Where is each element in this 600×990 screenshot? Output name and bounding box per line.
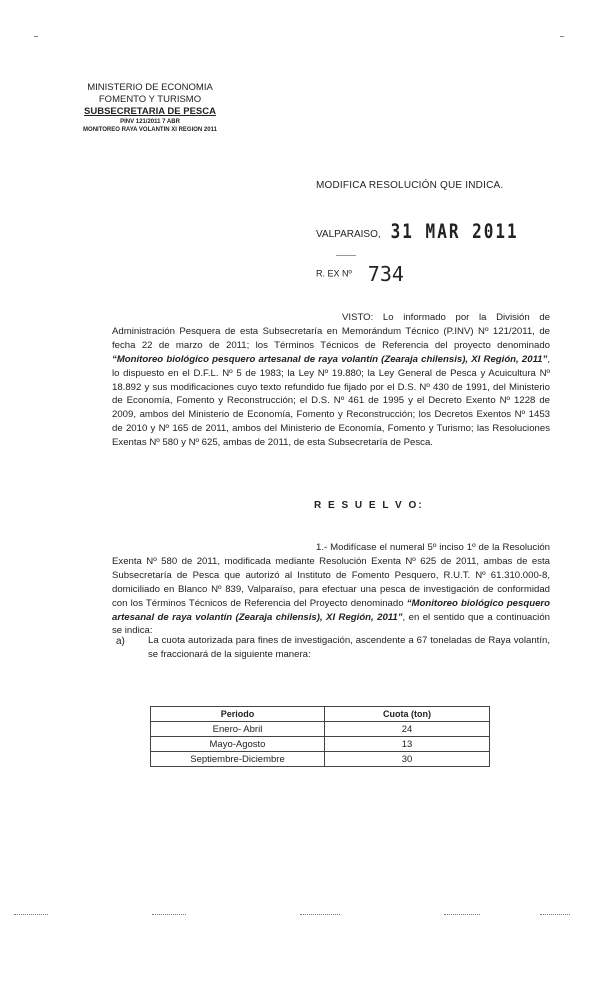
date-line bbox=[316, 222, 519, 241]
resolution-number bbox=[316, 262, 404, 286]
scan-mark bbox=[540, 914, 570, 915]
table-header-row bbox=[151, 707, 490, 722]
visto-lead: VISTO: bbox=[342, 312, 374, 323]
item-a-text: La cuota autorizada para fines de investigación, ascendente a 67 toneladas de Raya volantín, se fraccionará de la siguiente manera: bbox=[148, 635, 550, 660]
visto-text-2: , lo dispuesto en el D.F.L. Nº 5 de 1983; la Ley Nº 19.880; la Ley General de Pesca y Acuicultura Nº 18.892 y sus modificaciones cuyo texto refundido fue fijado por el D.S. Nº 430 de 1991, del Ministerio de Economía, Fomento y Reconstrucción; el D.S. Nº 461 de 1995 y el Decreto Exento Nº 1228 de 2009, ambos del Ministerio de Economía, Fomento y Reconstrucción; los Decretos Exentos Nº 1453 de 2010 y Nº 165 de 2011, ambos del Ministerio de Economía, Fomento y Turismo; las Resoluciones Exentas Nº 580 y Nº 625, ambas de 2011, de esta Subsecretaría de Pesca. bbox=[112, 353, 550, 449]
rex-label: R. EX Nº bbox=[316, 268, 352, 279]
visto-project-name: “Monitoreo biológico pesquero artesanal de raya volantín (Zearaja chilensis), XI Región, 2011” bbox=[112, 353, 548, 365]
table-row bbox=[151, 752, 490, 767]
table-header-periodo: Periodo bbox=[151, 707, 325, 722]
visto-paragraph bbox=[112, 311, 550, 450]
point-1-text-1: 1.- Modifícase el numeral 5º inciso 1º de la Resolución Exenta Nº 580 de 2011, modificada mediante Resolución Exenta Nº 625 de 2011, ambas de esta Subsecretaría de Pesca que autorizó al Instituto de Fomento Pesquero, R.U.T. Nº 61.310.000-8, domiciliado en Blanco Nº 839, Valparaíso, para efectuar una pesca de investigación de conformidad con los Términos Técnicos de Referencia del Proyecto denominado bbox=[112, 542, 550, 609]
point-1-paragraph bbox=[112, 541, 550, 638]
scan-mark bbox=[300, 914, 340, 915]
table-cell-quota: 24 bbox=[325, 722, 490, 737]
quota-table bbox=[150, 706, 490, 767]
letterhead-project-ref: MONITOREO RAYA VOLANTIN XI REGION 2011 bbox=[83, 127, 217, 133]
point-1-text-2: , en el sentido que a continuación se indica: bbox=[112, 611, 550, 637]
visto-text-1: Lo informado por la División de Administración Pesquera de esta Subsecretaría en Memorándum Técnico (P.INV) Nº 121/2011, de fecha 22 de marzo de 2011; los Términos Técnicos de Referencia del proyecto denominado bbox=[112, 312, 550, 351]
scan-mark bbox=[152, 914, 186, 915]
date-place: VALPARAISO, bbox=[316, 229, 381, 240]
table-cell-period: Mayo-Agosto bbox=[151, 737, 325, 752]
scan-mark bbox=[444, 914, 480, 915]
letterhead bbox=[60, 82, 240, 134]
table-cell-period: Septiembre-Diciembre bbox=[151, 752, 325, 767]
document-title: MODIFICA RESOLUCIÓN QUE INDICA. bbox=[316, 180, 504, 191]
table-header-cuota: Cuota (ton) bbox=[325, 707, 490, 722]
date-stamp: 31 MAR 2011 bbox=[390, 220, 519, 243]
letterhead-subsecretaria: SUBSECRETARIA DE PESCA bbox=[84, 106, 216, 117]
table-row bbox=[151, 722, 490, 737]
scan-dot bbox=[560, 36, 564, 37]
table-cell-period: Enero- Abril bbox=[151, 722, 325, 737]
table-cell-quota: 13 bbox=[325, 737, 490, 752]
letterhead-reference: PINV 121/2011 7 ABR bbox=[120, 119, 180, 125]
divider bbox=[336, 255, 356, 256]
table-row bbox=[151, 737, 490, 752]
rex-number: 734 bbox=[367, 262, 404, 286]
table-cell-quota: 30 bbox=[325, 752, 490, 767]
point-1-project-name: “Monitoreo biológico pesquero artesanal de raya volantín (Zearaja chilensis), XI Región, 2011” bbox=[112, 597, 551, 623]
letterhead-fomento: FOMENTO Y TURISMO bbox=[98, 94, 202, 105]
resuelvo-heading: R E S U E L V O: bbox=[314, 500, 424, 511]
letterhead-ministry: MINISTERIO DE ECONOMIA bbox=[87, 82, 213, 93]
scan-mark bbox=[14, 914, 48, 915]
scan-marks bbox=[0, 914, 600, 924]
item-a-label: a) bbox=[116, 636, 125, 647]
scan-dot bbox=[34, 36, 38, 37]
